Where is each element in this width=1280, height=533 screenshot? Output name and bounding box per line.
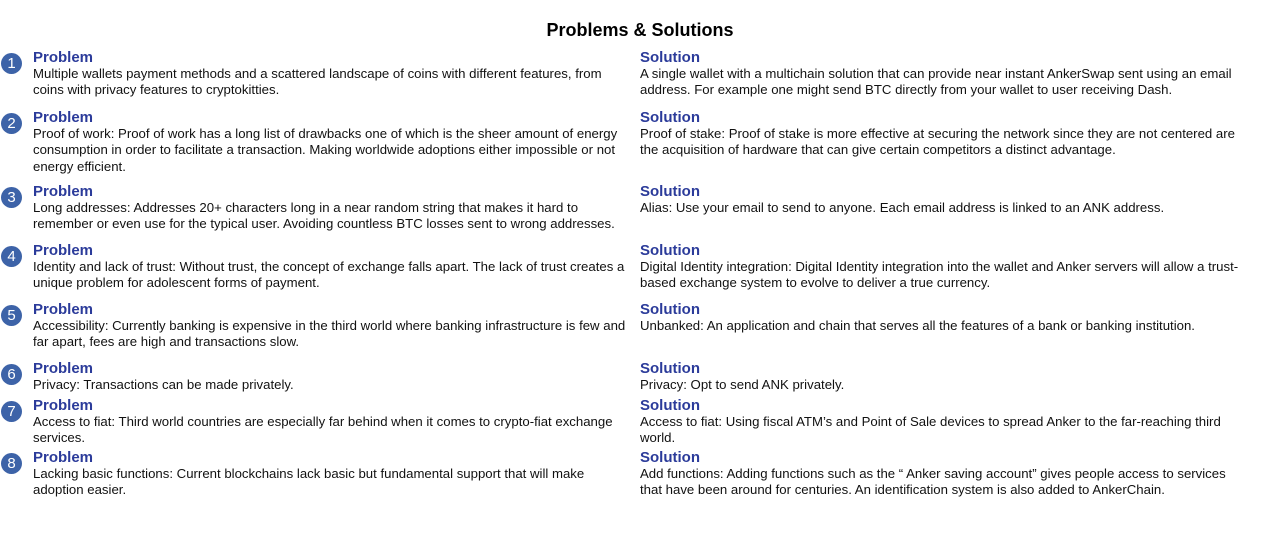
problem-heading: Problem: [33, 397, 94, 414]
number-badge: 7: [1, 401, 22, 422]
problem-text: Access to fiat: Third world countries are especially far behind when it comes to crypto-fiat exchange services.: [33, 414, 613, 446]
solution-text: Privacy: Opt to send ANK privately.: [640, 377, 845, 392]
problem-text: Privacy: Transactions can be made privately.: [33, 377, 294, 392]
solution-text: Digital Identity integration: Digital Identity integration into the wallet and Anker servers will allow a trust-based exchange system to evolve to deliver a true currency.: [640, 259, 1239, 291]
problem-text: Proof of work: Proof of work has a long list of drawbacks one of which is the sheer amount of energy consumption in order to facilitate a transaction. Making worldwide adoptions either impossible or not energy efficient.: [33, 126, 618, 174]
solution-text: Add functions: Adding functions such as the “ Anker saving account” gives people access to services that have been around for centuries. An identification system is also added to AnkerChain.: [640, 466, 1226, 498]
number-badge: 5: [1, 305, 22, 326]
solution-block: [640, 302, 1250, 334]
solution-heading: Solution: [640, 397, 700, 414]
solution-heading: Solution: [640, 301, 700, 318]
problem-block: [33, 361, 633, 393]
number-badge: 4: [1, 246, 22, 267]
solution-block: [640, 184, 1250, 216]
problem-block: [33, 450, 633, 499]
problem-text: Accessibility: Currently banking is expensive in the third world where banking infrastructure is few and far apart, fees are high and transactions slow.: [33, 318, 626, 350]
solution-block: [640, 50, 1250, 99]
solution-text: Unbanked: An application and chain that serves all the features of a bank or banking institution.: [640, 318, 1195, 333]
problem-block: [33, 302, 633, 351]
problem-heading: Problem: [33, 183, 94, 200]
problem-text: Multiple wallets payment methods and a scattered landscape of coins with different features, from coins with privacy features to cryptokitties.: [33, 66, 602, 98]
problem-heading: Problem: [33, 109, 94, 126]
solution-heading: Solution: [640, 449, 700, 466]
problem-block: [33, 184, 633, 233]
number-badge: 1: [1, 53, 22, 74]
solution-heading: Solution: [640, 109, 700, 126]
solution-heading: Solution: [640, 49, 700, 66]
solution-text: Access to fiat: Using fiscal ATM’s and Point of Sale devices to spread Anker to the far-reaching third world.: [640, 414, 1221, 446]
solution-heading: Solution: [640, 360, 700, 377]
solution-block: [640, 361, 1250, 393]
solution-block: [640, 398, 1250, 447]
solution-heading: Solution: [640, 183, 700, 200]
problem-text: Lacking basic functions: Current blockchains lack basic but fundamental support that will make adoption easier.: [33, 466, 585, 498]
problem-heading: Problem: [33, 49, 94, 66]
number-badge: 3: [1, 187, 22, 208]
problem-block: [33, 110, 633, 175]
number-badge: 2: [1, 113, 22, 134]
problem-block: [33, 398, 633, 447]
solution-text: A single wallet with a multichain solution that can provide near instant AnkerSwap sent using an email address. For example one might send BTC directly from your wallet to user receiving Dash.: [640, 66, 1232, 98]
problem-block: [33, 50, 633, 99]
solution-text: Proof of stake: Proof of stake is more effective at securing the network since they are not centered are the acquisition of hardware that can give certain competitors a distinct advantage.: [640, 126, 1235, 158]
problem-heading: Problem: [33, 449, 94, 466]
problem-heading: Problem: [33, 242, 94, 259]
problem-block: [33, 243, 633, 292]
problem-text: Long addresses: Addresses 20+ characters long in a near random string that makes it hard to remember or even use for the typical user. Avoiding countless BTC losses sent to wrong addresses.: [33, 200, 615, 232]
problem-heading: Problem: [33, 301, 94, 318]
solution-block: [640, 450, 1250, 499]
solution-block: [640, 243, 1250, 292]
solution-heading: Solution: [640, 242, 700, 259]
solution-text: Alias: Use your email to send to anyone. Each email address is linked to an ANK address.: [640, 200, 1165, 215]
number-badge: 8: [1, 453, 22, 474]
page-title: Problems & Solutions: [546, 20, 734, 40]
problem-heading: Problem: [33, 360, 94, 377]
number-badge: 6: [1, 364, 22, 385]
solution-block: [640, 110, 1250, 159]
problem-text: Identity and lack of trust: Without trust, the concept of exchange falls apart. The lack of trust creates a unique problem for adolescent forms of payment.: [33, 259, 625, 291]
